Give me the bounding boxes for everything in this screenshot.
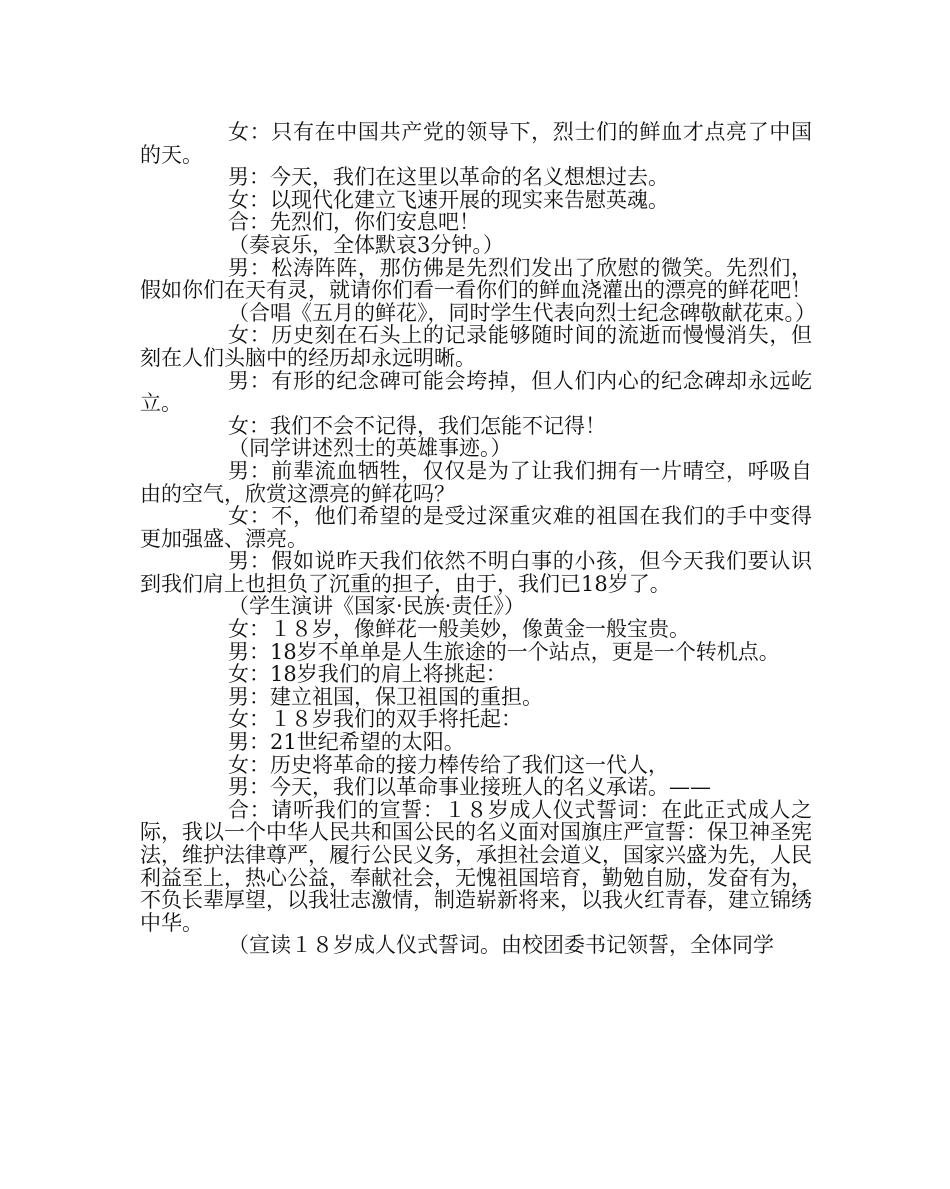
paragraph: 女：１８岁，像鲜花一般美妙，像黄金一般宝贵。: [228, 617, 690, 642]
paragraph: 男：有形的纪念碑可能会垮掉，但人们内心的纪念碑却永远屹立。: [140, 368, 812, 416]
paragraph: 女：以现代化建立飞速开展的现实来告慰英魂。: [228, 187, 669, 212]
paragraph: 男：前辈流血牺牲，仅仅是为了让我们拥有一片晴空，呼吸自由的空气，欣赏这漂亮的鲜花吗？: [140, 458, 812, 506]
paragraph: 男：建立祖国，保卫祖国的重担。: [228, 684, 543, 709]
paragraph: 男：今天，我们在这里以革命的名义想想过去。: [228, 165, 669, 190]
paragraph: 女：不，他们希望的是受过深重灾难的祖国在我们的手中变得更加强盛、漂亮。: [140, 504, 812, 551]
paragraph: 女：历史刻在石头上的记录能够随时间的流逝而慢慢消失，但刻在人们头脑中的经历却永远明晰。: [140, 323, 812, 370]
paragraph: 女：历史将革命的接力棒传给了我们这一代人，: [228, 752, 669, 777]
paragraph: （奏哀乐，全体默哀3分钟。）: [228, 232, 504, 257]
document-body: [140, 120, 816, 958]
paragraph: （同学讲述烈士的英雄事迹。）: [228, 436, 512, 461]
paragraph: 女：18岁我们的肩上将挑起：: [228, 662, 507, 687]
paragraph: 男：21世纪希望的太阳。: [228, 730, 465, 755]
paragraph: 男：松涛阵阵，那仿佛是先烈们发出了欣慰的微笑。先烈们，假如你们在天有灵，就请你们看一看你们的鲜血浇灌出的漂亮的鲜花吧！: [140, 255, 812, 303]
paragraph: 男：假如说昨天我们依然不明白事的小孩，但今天我们要认识到我们肩上也担负了沉重的担子，由于，我们已18岁了。: [140, 549, 812, 596]
paragraph: 合：先烈们，你们安息吧！: [228, 210, 480, 235]
paragraph: 女：只有在中国共产党的领导下，烈士们的鲜血才点亮了中国的天。: [140, 120, 812, 167]
paragraph: 男：18岁不单单是人生旅途的一个站点，更是一个转机点。: [228, 639, 780, 664]
paragraph: （合唱《五月的鲜花》，同时学生代表向烈士纪念碑敬献花束。）: [228, 300, 816, 325]
paragraph: （学生演讲《国家·民族·责任》）: [228, 594, 525, 619]
paragraph: 女：我们不会不记得，我们怎能不记得！: [228, 413, 606, 438]
paragraph: 男：今天，我们以革命事业接班人的名义承诺。——: [228, 775, 711, 800]
paragraph: 女：１８岁我们的双手将托起：: [228, 707, 522, 732]
paragraph: （宣读１８岁成人仪式誓词。由校团委书记领誓，全体同学: [228, 933, 774, 958]
paragraph: 合：请听我们的宣誓：１８岁成人仪式誓词：在此正式成人之际，我以一个中华人民共和国公民的名义面对国旗庄严宣誓：保卫神圣宪法，维护法律尊严，履行公民义务，承担社会道义，国家兴盛为先，人民利益至上，热心公益，奉献社会，无愧祖国培育，勤勉自励，发奋有为，不负长辈厚望，以我壮志激情，制造崭新将来，以我火红青春，建立锦绣中华。: [140, 797, 812, 935]
